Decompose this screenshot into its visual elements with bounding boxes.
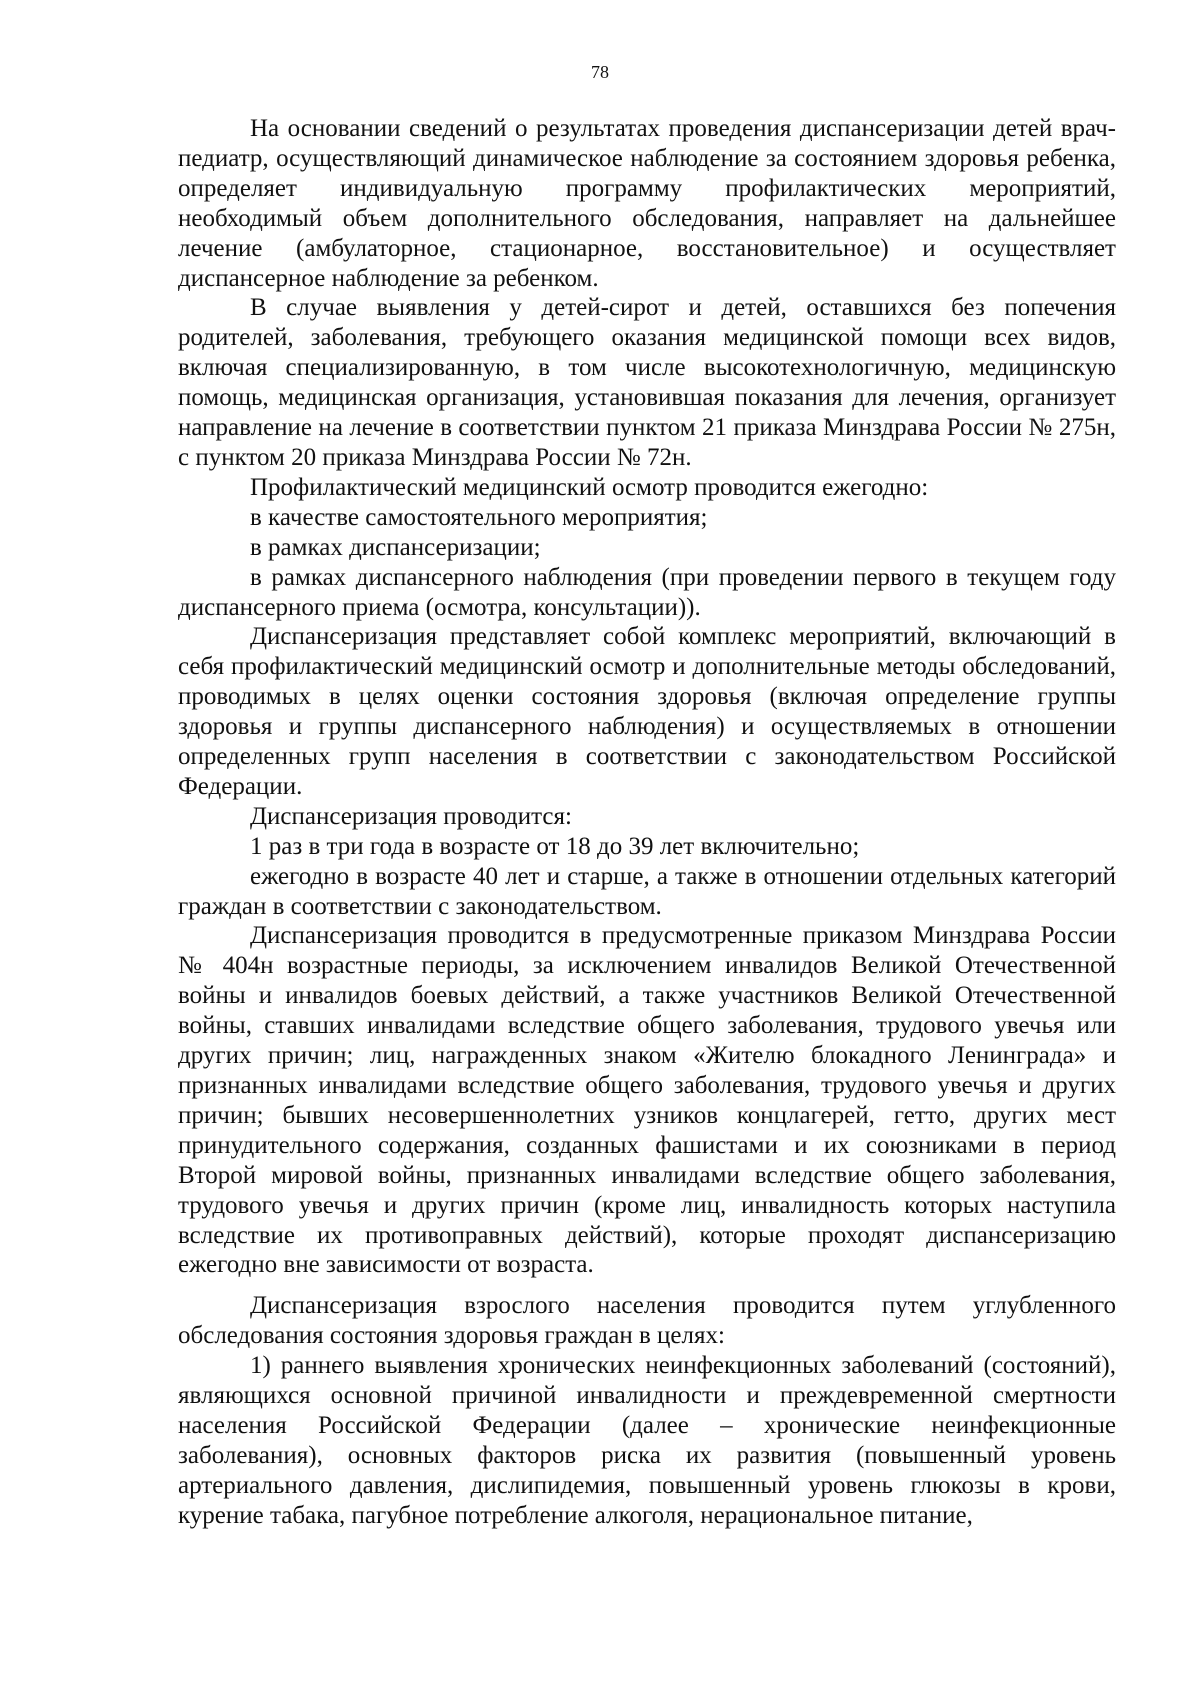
- paragraph-adult-dispensarization-goals: Диспансеризация взрослого населения проводится путем углубленного обследования состояния здоровья граждан в целях:: [178, 1292, 1116, 1350]
- list-item-within-dispensarization: в рамках диспансеризации;: [250, 533, 541, 561]
- list-item-early-detection: 1) раннего выявления хронических неинфекционных заболеваний (состояний), являющихся основной причиной инвалидности и преждевременной смертности населения Российской Федерации (далее – хронические неинфекционные заболевания), основных факторов риска их развития (повышенный уровень артериального давления, дислипидемия, повышенный уровень глюкозы в крови, курение табака, пагубное потребление алкоголя, нерациональное питание,: [178, 1352, 1116, 1529]
- document-body: [178, 114, 1116, 1531]
- list-item-annually-over-40: ежегодно в возрасте 40 лет и старше, а также в отношении отдельных категорий граждан в соответствии с законодательством.: [178, 862, 1116, 920]
- paragraph-age-periods-exceptions: Диспансеризация проводится в предусмотренные приказом Минздрава России № 404н возрастные периоды, за исключением инвалидов Великой Отечественной войны и инвалидов боевых действий, а также участников Великой Отечественной войны, ставших инвалидами вследствие общего заболевания, трудового увечья или других причин; лиц, награжденных знаком «Жителю блокадного Ленинграда» и признанных инвалидами вследствие общего заболевания, трудового увечья и других причин; бывших несовершеннолетних узников концлагерей, гетто, других мест принудительного содержания, созданных фашистами и их союзниками в период Второй мировой войны, признанных инвалидами вследствие общего заболевания, трудового увечья и других причин (кроме лиц, инвалидность которых наступила вследствие их противоправных действий), которые проходят диспансеризацию ежегодно вне зависимости от возраста.: [178, 922, 1116, 1279]
- paragraph-pediatrician-program: На основании сведений о результатах проведения диспансеризации детей врач-педиатр, осуществляющий динамическое наблюдение за состоянием здоровья ребенка, определяет индивидуальную программу профилактических мероприятий, необходимый объем дополнительного обследования, направляет на дальнейшее лечение (амбулаторное, стационарное, восстановительное) и осуществляет диспансерное наблюдение за ребенком.: [178, 115, 1116, 292]
- paragraph-dispensarization-schedule-intro: Диспансеризация проводится:: [250, 802, 572, 830]
- paragraph-dispensarization-definition: Диспансеризация представляет собой комплекс мероприятий, включающий в себя профилактический медицинский осмотр и дополнительные методы обследований, проводимых в целях оценки состояния здоровья (включая определение группы здоровья и группы диспансерного наблюдения) и осуществляемых в отношении определенных групп населения в соответствии с законодательством Российской Федерации.: [178, 623, 1116, 800]
- page-number: 78: [591, 62, 609, 82]
- list-item-within-observation: в рамках диспансерного наблюдения (при проведении первого в текущем году диспансерного приема (осмотра, консультации)).: [178, 563, 1116, 621]
- paragraph-prophylactic-exam-intro: Профилактический медицинский осмотр проводится ежегодно:: [250, 473, 929, 501]
- list-item-every-three-years: 1 раз в три года в возрасте от 18 до 39 лет включительно;: [250, 832, 860, 860]
- paragraph-orphans-treatment: В случае выявления у детей-сирот и детей, оставшихся без попечения родителей, заболевания, требующего оказания медицинской помощи всех видов, включая специализированную, в том числе высокотехнологичную, медицинскую помощь, медицинская организация, установившая показания для лечения, организует направление на лечение в соответствии пунктом 21 приказа Минздрава России № 275н, с пунктом 20 приказа Минздрава России № 72н.: [178, 294, 1116, 471]
- list-item-independent-measure: в качестве самостоятельного мероприятия;: [250, 503, 708, 531]
